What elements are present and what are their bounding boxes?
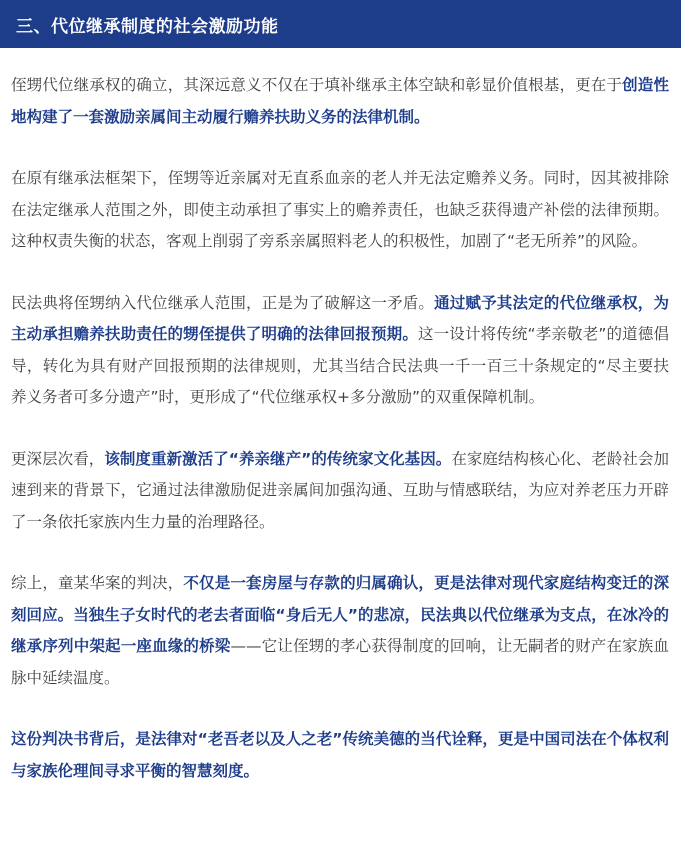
section-header — [0, 0, 681, 48]
text-segment: 更深层次看， — [11, 449, 105, 468]
paragraph-4 — [11, 444, 669, 539]
text-segment: 民法典将侄甥纳入代位继承人范围，正是为了破解这一矛盾。 — [11, 293, 435, 312]
highlight-segment: 不仅是一套房屋与存款的归属确认，更是法律对现代家庭结构变迁的深刻回应。当独生子女时代的老去者面临“身后无人”的悲凉，民法典以代位继承为支点，在冰冷的继承序列中架起一座血缘的桥梁 — [11, 574, 669, 655]
text-segment: 综上，童某华案的判决， — [11, 574, 184, 592]
paragraph-6 — [11, 724, 669, 787]
highlight-segment: 通过赋予其法定的代位继承权，为主动承担赡养扶助责任的甥侄提供了明确的法律回报预期。 — [11, 293, 669, 343]
text-segment: 在原有继承法框架下，侄甥等近亲属对无直系血亲的老人并无法定赡养义务。同时，因其被排除在法定继承人范围之外，即使主动承担了事实上的赡养责任，也缺乏获得遗产补偿的法律预期。这种权责失衡的状态，客观上削弱了旁系亲属照料老人的积极性，加剧了“老无所养”的风险。 — [11, 169, 669, 250]
paragraph-2 — [11, 163, 669, 258]
paragraph-3 — [11, 288, 669, 414]
section-title: 三、代位继承制度的社会激励功能 — [16, 16, 279, 37]
text-segment: 侄甥代位继承权的确立，其深远意义不仅在于填补继承主体空缺和彰显价值根基，更在于 — [11, 76, 623, 94]
text-segment: 在家庭结构核心化、老龄社会加速到来的背景下，它通过法律激励促进亲属间加强沟通、互助与情感联结，为应对养老压力开辟了一条依托家族内生力量的治理路径。 — [11, 449, 669, 531]
text-segment: 这一设计将传统“孝亲敬老”的道德倡导，转化为具有财产回报预期的法律规则，尤其当结合民法典一千一百三十条规定的“尽主要扶养义务者可多分遗产”时，更形成了“代位继承权+多分激励”的双重保障机制。 — [11, 325, 669, 406]
paragraph-1 — [11, 70, 669, 133]
highlight-segment: 这份判决书背后，是法律对“老吾老以及人之老”传统美德的当代诠释，更是中国司法在个体权利与家族伦理间寻求平衡的智慧刻度。 — [11, 730, 669, 780]
highlight-segment: 该制度重新激活了“养亲继产”的传统家文化基因。 — [104, 449, 452, 468]
article-body — [11, 70, 669, 817]
text-segment: ——它让侄甥的孝心获得制度的回响，让无嗣者的财产在家族血脉中延续温度。 — [11, 637, 669, 687]
paragraph-5 — [11, 568, 669, 694]
highlight-segment: 创造性地构建了一套激励亲属间主动履行赡养扶助义务的法律机制。 — [11, 76, 669, 126]
